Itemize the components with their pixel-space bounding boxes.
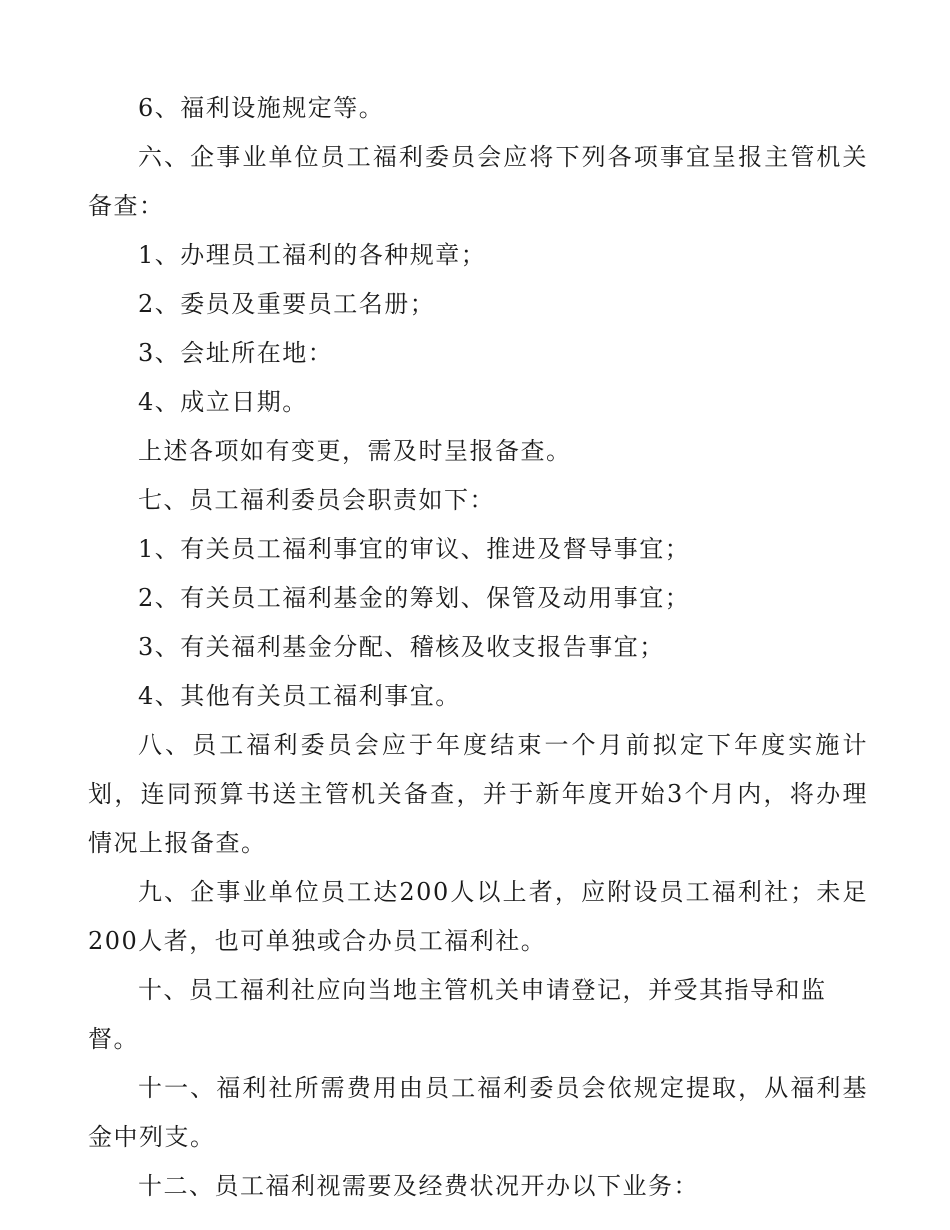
paragraph-section-ten: 十、员工福利社应向当地主管机关申请登记，并受其指导和监督。	[88, 976, 827, 1053]
paragraph-duty-2: 2、有关员工福利基金的筹划、保管及动用事宜；	[138, 584, 691, 612]
paragraph-item-4-date: 4、成立日期。	[138, 388, 308, 416]
paragraph-item-1-regulations: 1、办理员工福利的各种规章；	[138, 241, 487, 269]
paragraph-duty-3: 3、有关福利基金分配、稽核及收支报告事宜；	[138, 633, 665, 661]
paragraph-duty-1: 1、有关员工福利事宜的审议、推进及督导事宜；	[138, 535, 691, 563]
paragraph-section-nine: 九、企事业单位员工达200人以上者，应附设员工福利社；未足200人者，也可单独或合办员工福利社。	[88, 878, 868, 955]
paragraph-duty-4: 4、其他有关员工福利事宜。	[138, 682, 461, 710]
paragraph-changes-note: 上述各项如有变更，需及时呈报备查。	[138, 437, 572, 465]
paragraph-section-six: 六、企事业单位员工福利委员会应将下列各项事宜呈报主管机关备查：	[88, 143, 868, 220]
paragraph-facility-rules: 6、福利设施规定等。	[138, 94, 385, 122]
paragraph-section-eleven: 十一、福利社所需费用由员工福利委员会依规定提取，从福利基金中列支。	[88, 1074, 868, 1151]
paragraph-item-2-roster: 2、委员及重要员工名册；	[138, 290, 436, 318]
paragraph-item-3-address: 3、会址所在地：	[138, 339, 334, 367]
paragraph-section-eight: 八、员工福利委员会应于年度结束一个月前拟定下年度实施计划，连同预算书送主管机关备查，并于新年度开始3个月内，将办理情况上报备查。	[88, 731, 868, 857]
paragraph-section-twelve: 十二、员工福利视需要及经费状况开办以下业务：	[138, 1172, 699, 1200]
paragraph-section-seven: 七、员工福利委员会职责如下：	[138, 486, 495, 514]
document-body	[88, 84, 868, 1211]
